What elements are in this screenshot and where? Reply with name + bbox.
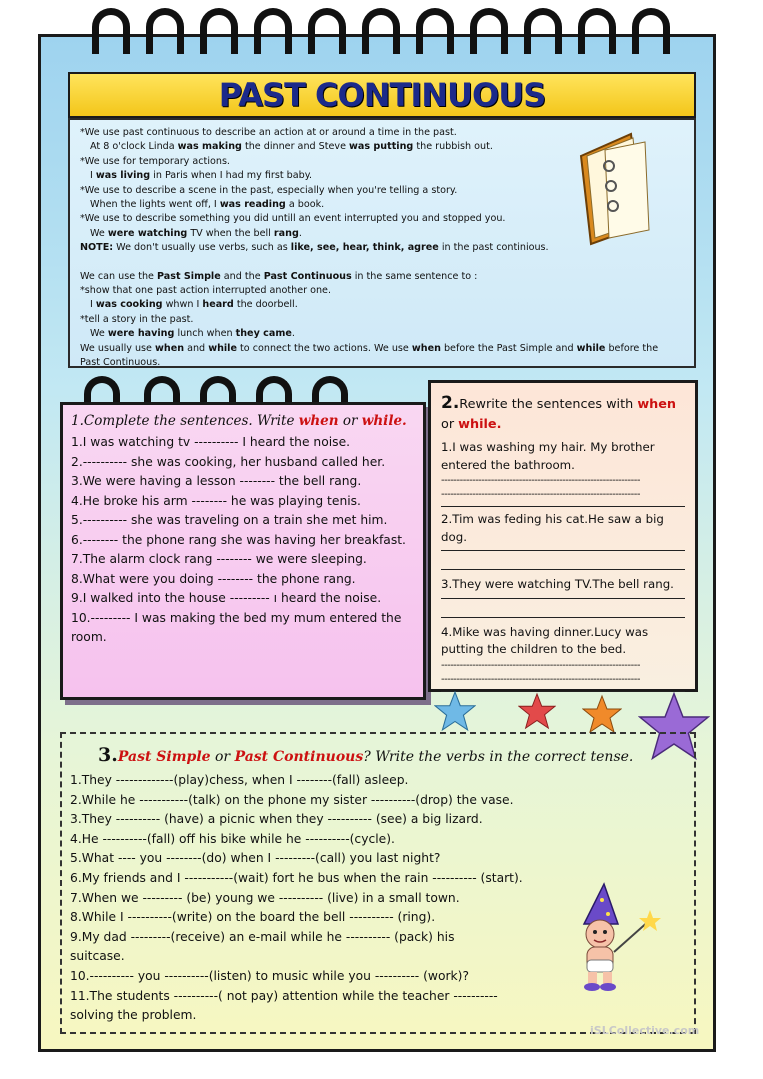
explanation-line: I was living in Paris when I had my first baby. <box>90 170 313 182</box>
exercise-2-item: 1.I was washing my hair. My brother entered the bathroom. ---------------------------------------------------------------- ---------------------------------------------------------------- <box>441 439 685 507</box>
explanation-line: We usually use when and while to connect the two actions. We use when before the Past Simple and while before the <box>80 342 659 354</box>
explanation-line: I was cooking whwn I heard the doorbell. <box>90 299 298 311</box>
exercise-3-sentence: 1.They -------------(play)chess, when I --------(fall) asleep. <box>70 773 409 787</box>
exercise-1-sentence: 1.I was watching tv ---------- I heard the noise. <box>71 435 351 449</box>
explanation-line: When the lights went off, I was reading a book. <box>90 199 325 211</box>
star-icon <box>518 692 556 730</box>
answer-line[interactable] <box>441 546 685 551</box>
ring-icon <box>632 8 670 54</box>
exercise-1-sentence: 6.-------- the phone rang she was having her breakfast. <box>71 532 406 547</box>
page-title-bar <box>68 72 696 118</box>
answer-line[interactable]: ---------------------------------------------------------------- <box>441 659 640 671</box>
answer-line[interactable] <box>441 502 685 507</box>
exercise-2-heading: 2.Rewrite the sentences with when or while. <box>441 393 677 432</box>
ring-icon <box>200 8 238 54</box>
exercise-1-sentence: 5.---------- she was traveling on a train she met him. <box>71 513 388 527</box>
explanation-line: *We use past continuous to describe an action at or around a time in the past. <box>80 127 457 138</box>
exercise-1-sentence: 10.--------- I was making the bed my mum entered the room. <box>71 610 402 644</box>
ring-icon <box>524 8 562 54</box>
exercise-2-item: 3.They were watching TV.The bell rang. <box>441 576 685 618</box>
explanation-line: *We use to describe something you did untill an event interrupted you and stopped you. <box>80 213 506 225</box>
ring-icon <box>308 8 346 54</box>
ring-icon <box>578 8 616 54</box>
answer-line[interactable]: ---------------------------------------------------------------- <box>441 673 640 685</box>
exercise-3-sentence: 3.They ---------- (have) a picnic when they ---------- (see) a big lizard. <box>70 812 483 827</box>
answer-line[interactable] <box>441 613 685 618</box>
page-title: PAST CONTINUOUS <box>218 76 546 114</box>
exercise-3-sentence: 9.My dad ---------(receive) an e-mail while he ---------- (pack) his <box>70 929 455 944</box>
explanation-line: *We use for temporary actions. <box>80 155 230 167</box>
watermark: iSLCollective.com <box>590 1024 700 1037</box>
exercise-2-item: 2.Tim was feding his cat.He saw a big dog. <box>441 511 685 570</box>
star-icon <box>582 694 622 734</box>
exercise-2 <box>428 380 698 692</box>
explanation-line: *show that one past action interrupted another one. <box>80 285 332 297</box>
notebook-icon <box>575 126 655 248</box>
exercise-3-sentence: 4.He ----------(fall) off his bike while he ----------(cycle). <box>70 831 395 846</box>
exercise-3-sentence: 8.While I ----------(write) on the board the bell ---------- (ring). <box>70 910 436 925</box>
explanation-line: Past Continuous. <box>80 357 161 369</box>
exercise-3-sentence: 6.My friends and I -----------(wait) fort he bus when the rain ---------- (start). <box>70 870 523 885</box>
explanation-line: We were having lunch when they came. <box>90 328 295 340</box>
exercise-2-item: 4.Mike was having dinner.Lucy was putting the children to the bed. ---------------------------------------------------------------- ---------------------------------------------------------------- <box>441 624 685 692</box>
answer-line[interactable] <box>441 594 685 599</box>
answer-line[interactable] <box>441 565 685 570</box>
ring-icon <box>146 8 184 54</box>
ring-icon <box>416 8 454 54</box>
exercise-3-sentence: 2.While he -----------(talk) on the phone my sister ----------(drop) the vase. <box>70 792 514 807</box>
exercise-3-sentence: 10.---------- you ----------(listen) to music while you ---------- (work)? <box>70 968 469 983</box>
star-icon <box>434 690 476 732</box>
ring-icon <box>362 8 400 54</box>
exercise-1-sentence: 3.We were having a lesson -------- the bell rang. <box>71 474 362 488</box>
exercise-1-sentence: 2.---------- she was cooking, her husband called her. <box>71 454 386 469</box>
explanation-line: We were watching TV when the bell rang. <box>90 227 302 239</box>
exercise-1-sentence: 4.He broke his arm -------- he was playing tenis. <box>71 493 361 508</box>
explanation-line: *tell a story in the past. <box>80 313 194 325</box>
exercise-3-sentence: 7.When we --------- (be) young we ---------- (live) in a small town. <box>70 890 460 905</box>
exercise-3-sentence: suitcase. <box>70 949 125 964</box>
explanation-line: *We use to describe a scene in the past, especially when you're telling a story. <box>80 184 458 196</box>
exercise-1-heading: 1.Complete the sentences. Write when or while. <box>71 413 407 429</box>
ring-icon <box>92 8 130 54</box>
explanation-line: At 8 o'clock Linda was making the dinner and Steve was putting the rubbish out. <box>90 141 493 153</box>
ring-icon <box>470 8 508 54</box>
exercise-1-sentence: 9.I walked into the house --------- ı heard the noise. <box>71 591 382 605</box>
exercise-3-sentence: 5.What ---- you --------(do) when I ---------(call) you last night? <box>70 851 441 866</box>
exercise-3-heading: 3.Past Simple or Past Continuous? Write the verbs in the correct tense. <box>98 744 634 766</box>
answer-line[interactable]: ---------------------------------------------------------------- <box>441 489 640 500</box>
exercise-3-sentence: solving the problem. <box>70 1008 197 1023</box>
ring-icon <box>254 8 292 54</box>
wizard-illustration <box>560 880 665 992</box>
answer-line[interactable]: ---------------------------------------------------------------- <box>441 475 640 486</box>
exercise-3-sentence: 11.The students ----------( not pay) attention while the teacher ---------- <box>70 988 498 1003</box>
exercise-1-sentence: 7.The alarm clock rang -------- we were sleeping. <box>71 552 367 566</box>
exercise-1-sentence: 8.What were you doing -------- the phone rang. <box>71 571 356 586</box>
explanation-line: We can use the Past Simple and the Past Continuous in the same sentence to : <box>80 270 478 282</box>
explanation-line: NOTE: We don't usually use verbs, such as like, see, hear, think, agree in the past continious. <box>80 242 549 254</box>
exercise-1 <box>60 402 426 700</box>
